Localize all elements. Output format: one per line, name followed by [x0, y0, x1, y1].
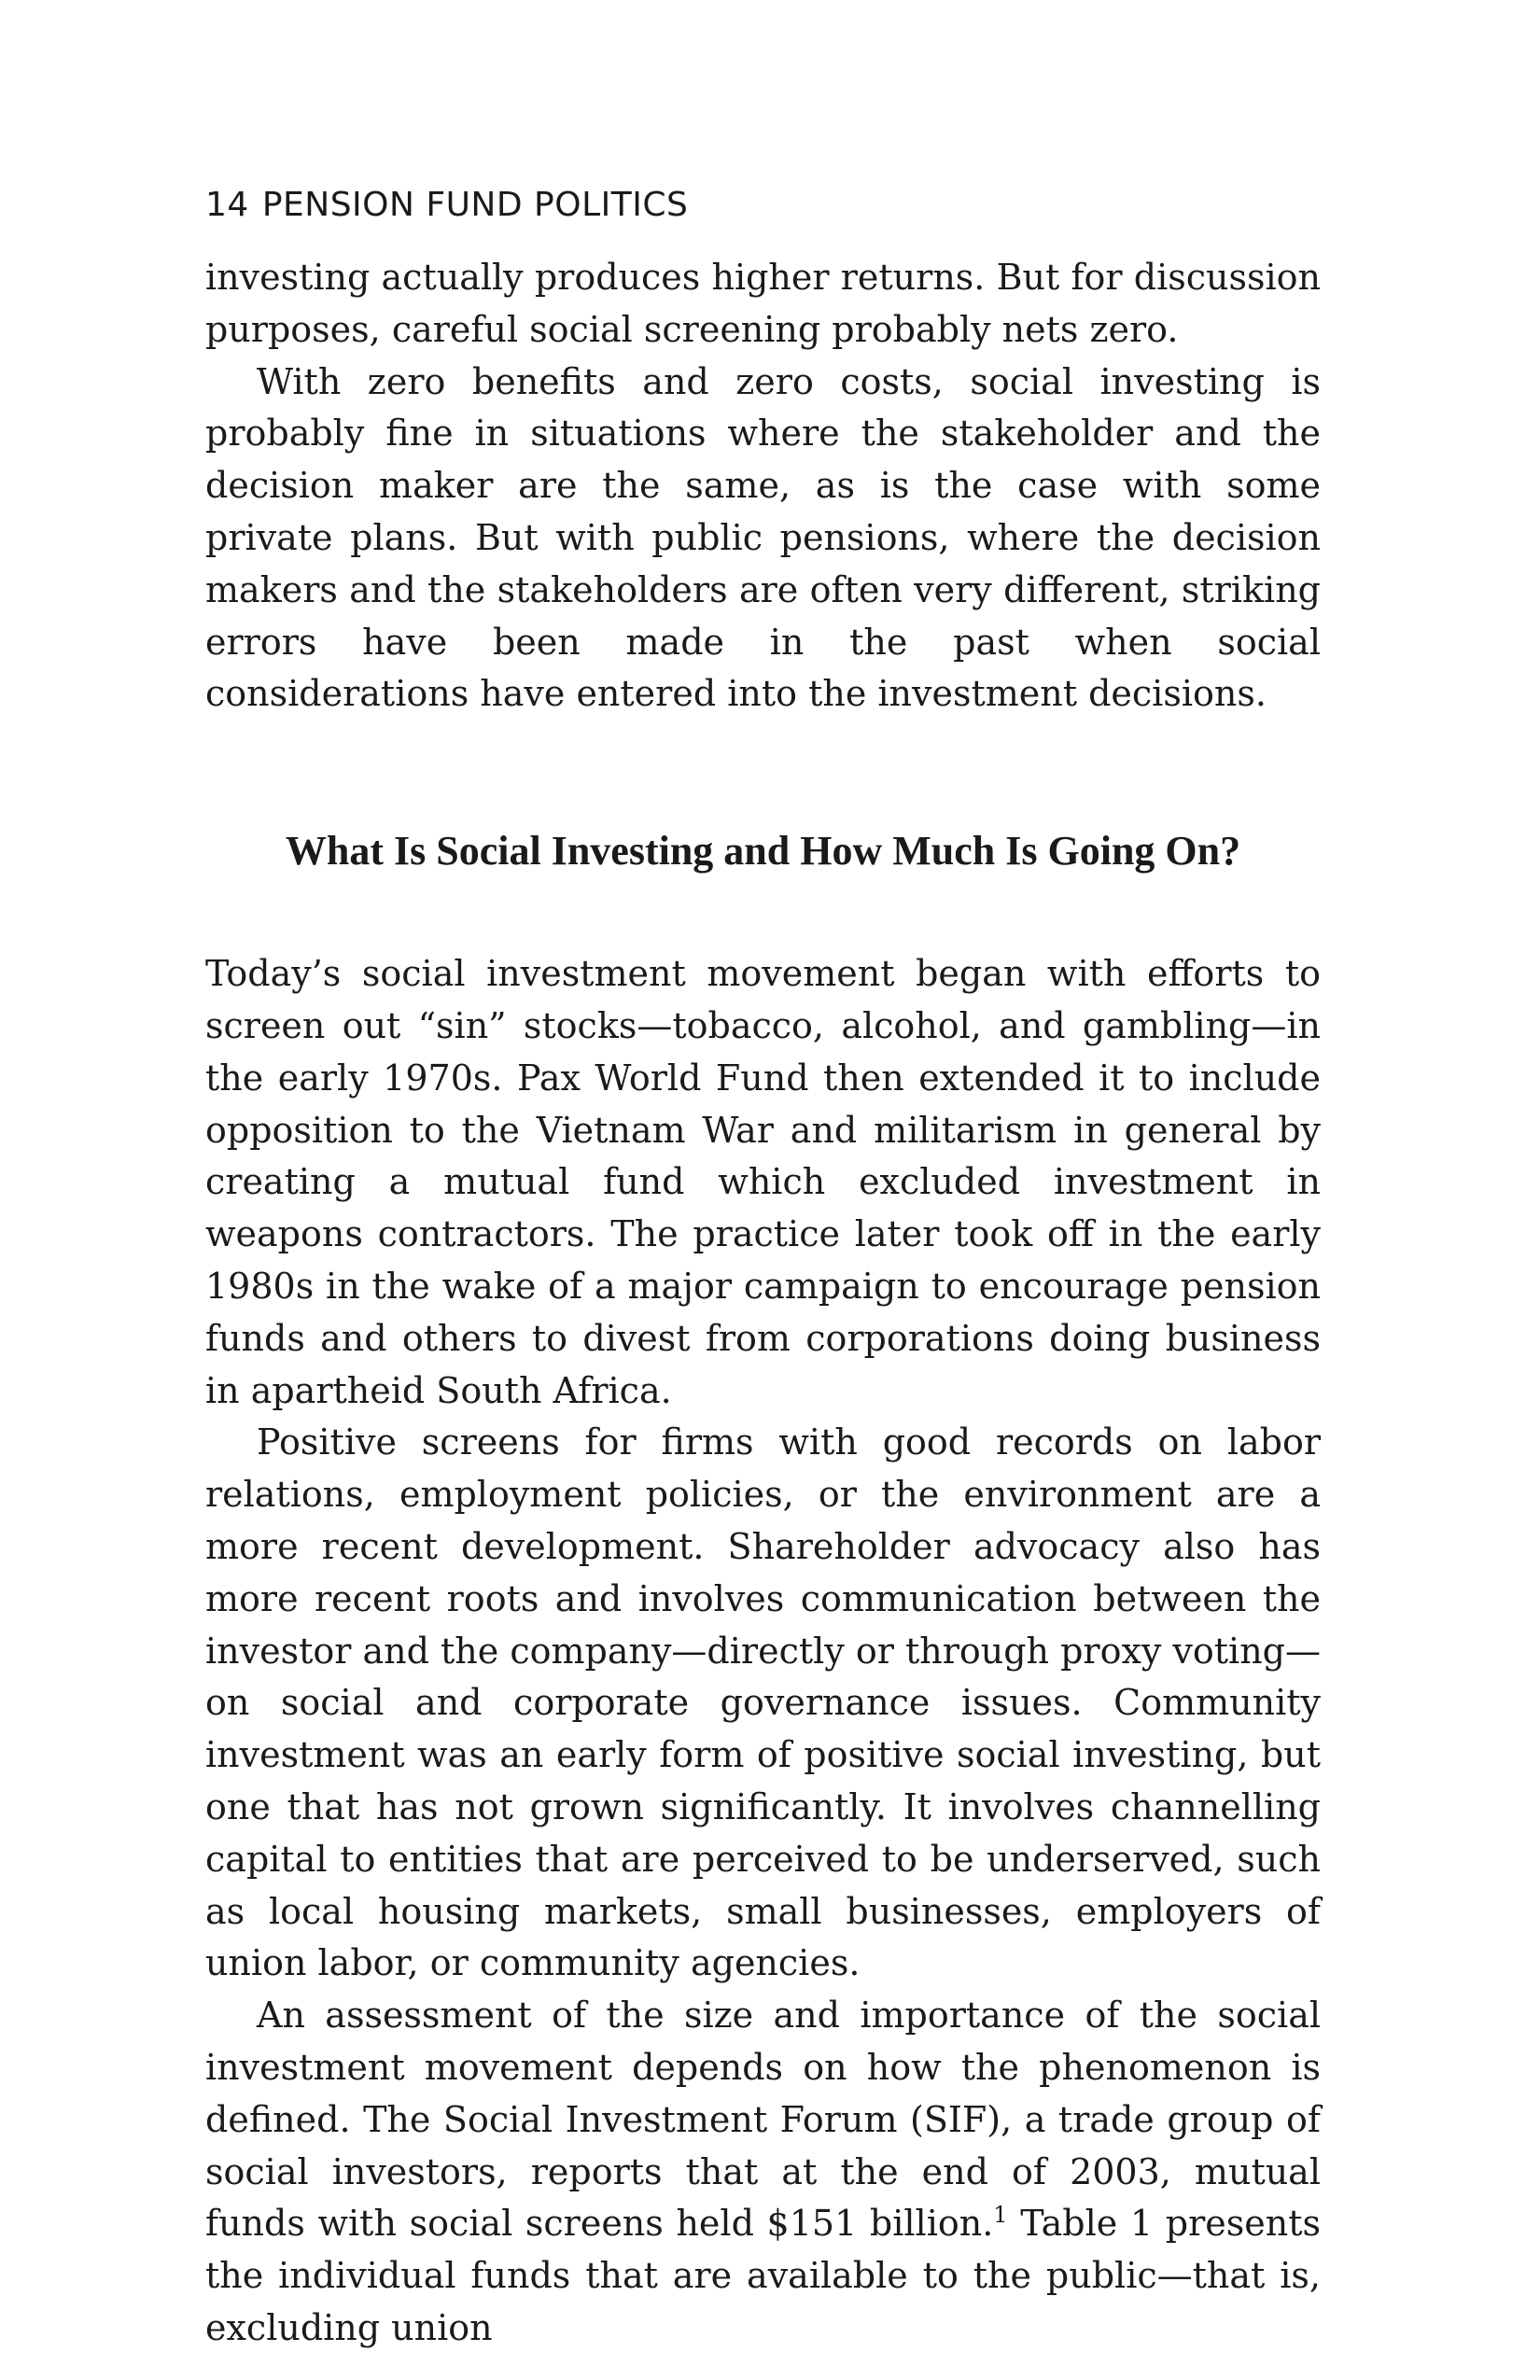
paragraph-history: Today’s social investment movement began with efforts to screen out “sin” stocks—tobacco, alcohol, and gambling—in the early 1970s. Pax World Fund then extended it to include opposition to the Vietnam War and militarism in general by creating a mutual fund which excluded investment in weapons contractors. The practice later took off in the early 1980s in the wake of a major campaign to encourage pension funds and others to divest from corporations doing business in apartheid South Africa. — [205, 953, 1321, 1411]
book-page — [205, 183, 1321, 2355]
page-number: 14 — [205, 186, 249, 224]
paragraph-positive-screens: Positive screens for firms with good records on labor relations, employment policies, or the environment are a more recent development. Shareholder advocacy also has more recent roots and involves communication between the investor and the company—directly or through proxy voting—on social and corporate governance issues. Community investment was an early form of positive social investing, but one that has not grown significantly. It involves channelling capital to entities that are perceived to be underserved, such as local housing markets, small businesses, employers of union labor, or community agencies. — [205, 1421, 1321, 1984]
paragraph-continued: investing actually produces higher returns. But for discussion purposes, careful social screening probably nets zero. — [205, 257, 1321, 350]
paragraph-zero-benefits: With zero benefits and zero costs, social investing is probably fine in situations where the stakeholder and the decision maker are the same, as is the case with some private plans. But with public pensions, where the decision makers and the stakeholders are often very different, striking errors have been made in the past when social considerations have entered into the investment decisions. — [205, 360, 1321, 715]
section-heading: What Is Social Investing and How Much Is Going On? — [285, 828, 1241, 875]
running-head — [205, 183, 1321, 228]
assessment-text-continued: Table 1 presents the individual funds that are available to the public—that is, excluding union — [205, 2203, 1321, 2348]
footnote-marker[interactable]: 1 — [993, 2202, 1008, 2229]
running-title: PENSION FUND POLITICS — [261, 186, 689, 224]
assessment-text: An assessment of the size and importance of the social investment movement depends on how the phenomenon is defined. The Social Investment Forum (SIF), a trade group of social investors, reports that at the end of 2003, mutual funds with social screens held $151 billion. — [205, 1995, 1321, 2245]
paragraph-assessment — [205, 1990, 1321, 2355]
